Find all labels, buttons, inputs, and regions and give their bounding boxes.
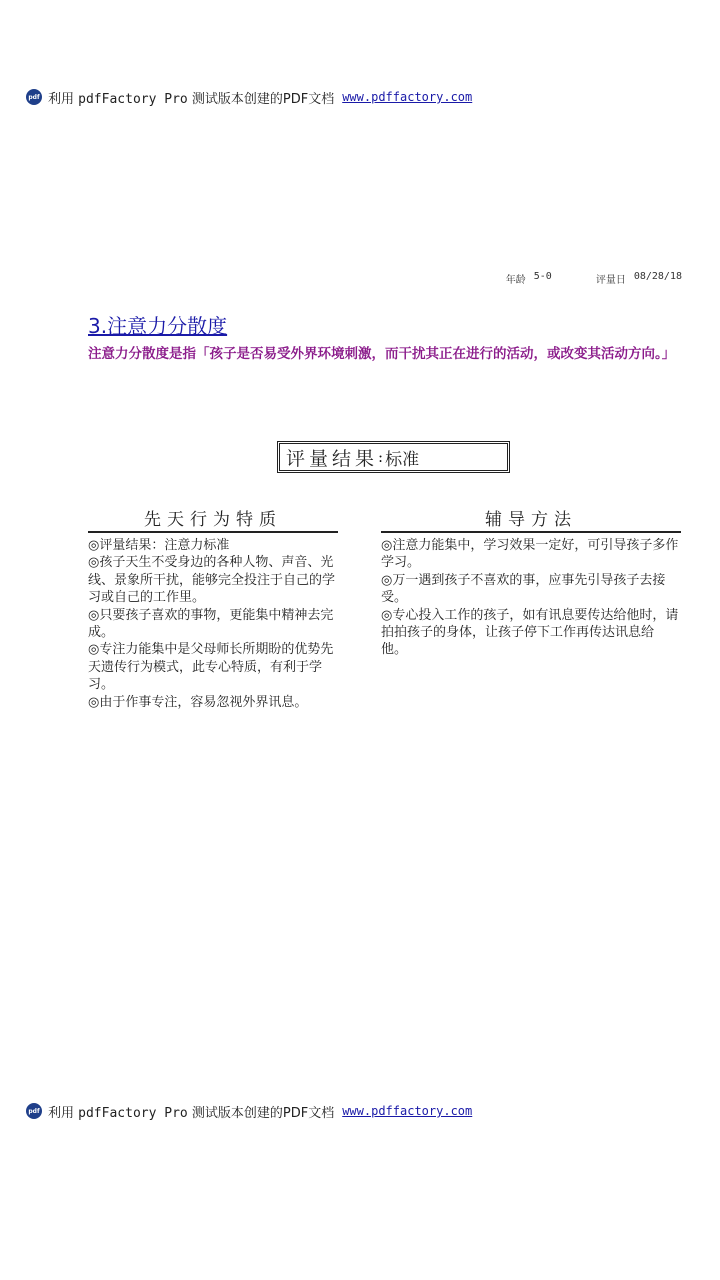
watermark-prefix: 利用	[48, 91, 75, 107]
list-item: ◎注意力能集中，学习效果一定好，可引导孩子多作学习。	[381, 538, 679, 571]
watermark-app-name: pdfFactory Pro	[78, 91, 188, 107]
list-item: ◎万一遇到孩子不喜欢的事，应事先引导孩子去接受。	[381, 572, 666, 606]
age-value: 5-0	[533, 271, 552, 282]
pdf-watermark-bottom	[26, 1101, 472, 1121]
report-meta	[506, 271, 682, 286]
left-column-body	[88, 537, 340, 711]
result-value: 标准	[385, 449, 420, 470]
list-item: ◎只要孩子喜欢的事物，更能集中精神去完成。	[88, 607, 334, 641]
result-box	[279, 443, 508, 471]
watermark-suffix: 测试版本创建的PDF文档	[191, 1105, 335, 1121]
date-label: 评量日	[595, 275, 626, 286]
section-definition: 注意力分散度是指「孩子是否易受外界环境刺激，而干扰其正在进行的活动，或改变其活动方向。」	[88, 346, 676, 362]
watermark-text	[48, 1102, 334, 1121]
list-item: ◎孩子天生不受身边的各种人物、声音、光线、景象所干扰，能够完全投注于自己的学习或自己的工作里。	[88, 555, 336, 606]
age-label: 年龄	[505, 275, 526, 286]
list-item: ◎专注力能集中是父母师长所期盼的优势先天遗传行为模式，此专心特质，有利于学习。	[88, 642, 334, 693]
result-colon: :	[378, 448, 384, 466]
right-column-body	[381, 537, 679, 659]
pdf-logo-icon: pdf	[26, 1103, 42, 1119]
right-column-heading: 辅导方法	[381, 505, 681, 533]
watermark-app-name: pdfFactory Pro	[78, 1105, 188, 1121]
watermark-prefix: 利用	[48, 1105, 75, 1121]
section-title: 3.注意力分散度	[88, 314, 228, 338]
pdf-watermark-top	[26, 87, 472, 107]
watermark-link[interactable]: www.pdffactory.com	[342, 90, 473, 104]
result-label: 评量结果	[286, 447, 379, 470]
left-column-heading: 先天行为特质	[88, 505, 338, 533]
watermark-text	[48, 88, 334, 107]
date-value: 08/28/18	[633, 271, 682, 282]
watermark-link[interactable]: www.pdffactory.com	[342, 1104, 473, 1118]
list-item: ◎评量结果：注意力标准	[88, 538, 230, 553]
watermark-suffix: 测试版本创建的PDF文档	[191, 91, 335, 107]
list-item: ◎由于作事专注，容易忽视外界讯息。	[88, 694, 308, 710]
list-item: ◎专心投入工作的孩子，如有讯息要传达给他时，请拍拍孩子的身体，让孩子停下工作再传达讯息给他。	[381, 607, 679, 658]
pdf-logo-icon: pdf	[26, 89, 42, 105]
